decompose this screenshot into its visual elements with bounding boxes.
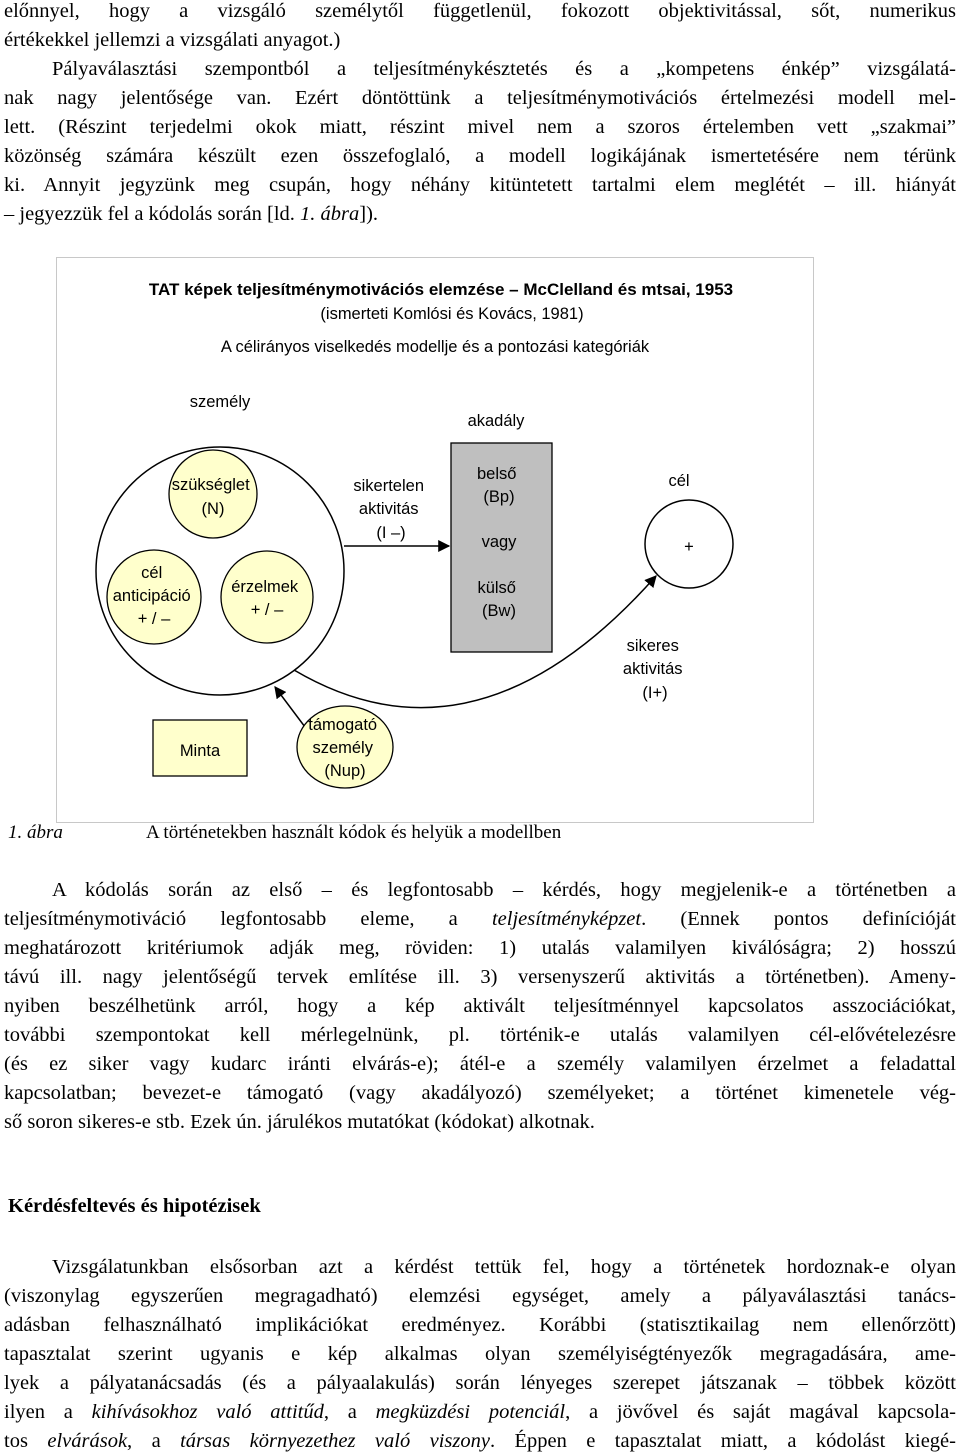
text-run: tos [4,1430,48,1452]
text-line: lyek a pályatanácsadás (és a pályaalakulás) során lényeges szerepet játszanak – többek között [4,1372,956,1394]
label-szukseglet: szükséglet (N) [171,476,250,518]
emotions-circle [221,551,313,643]
label-belso: belső (Bp) [476,465,517,506]
figure-subtitle: (ismerteti Komlósi és Kovács, 1981) [320,305,584,323]
text-line: távú ill. nagy jelentőségű tervek említése ill. 3) versenyszerű aktivitás a történetben). Ameny- [4,966,956,988]
label-szemely: személy [189,393,251,411]
text-run: , a [127,1430,181,1452]
text-line: lett. (Részint terjedelmi okok miatt, részint mivel nem a szoros értelemben vett „szakmai” [4,116,956,138]
figure-title: TAT képek teljesítménymotivációs elemzése – McClelland és mtsai, 1953 [148,280,734,299]
text-line: ki. Annyit jegyzünk meg csupán, hogy néhány kitüntetett tartalmi elem meglétét – ill. hiányát [4,174,956,196]
text-run: . Éppen e tapasztalat miatt, a kódolást kiegé- [489,1430,956,1452]
italic-term: elvárások [47,1430,128,1452]
text-line: A kódolás során az első – és legfontosabb – kérdés, hogy megjelenik-e a történetben a [52,879,956,901]
text-run: – jegyezzük fel a kódolás során [ld. [4,203,301,225]
text-line: kapcsolatban; bevezet-e támogató (vagy akadályozó) személyeket; a történet kimenetele vég- [4,1082,956,1104]
text-line: közönség számára készült ezen összefoglaló, a modell logikájának ismertetésére nem térünk [4,145,956,167]
text-line: tapasztalat szerint ugyanis e kép alkalmas olyan személyiségtényezők megragadására, ame- [4,1343,956,1365]
text-run: . (Ennek pontos definícióját [641,908,956,930]
label-vagy: vagy [481,533,517,551]
text-line [4,905,956,934]
label-minta: Minta [179,742,221,760]
figure-heading: A célirányos viselkedés modellje és a pontozási kategóriák [220,338,650,356]
text-line: (viszonylag egyszerűen megragadható) elemzési egységet, amely a pályaválasztási tanács- [4,1285,956,1307]
text-run: ]). [359,203,379,225]
caption-text: A történetekben használt kódok és helyük a modellben [146,822,562,843]
text-line: további szempontokat kell mérlegelnünk, pl. történik-e utalás valamilyen cél-elővételezésre [4,1024,956,1046]
text-line: nak nagy jelentősége van. Ezért döntöttünk a teljesítménymotivációs értelmezési modell mel- [4,87,956,109]
label-plus: + [684,538,694,556]
text-line: előnnyel, hogy a vizsgáló személytől függetlenül, fokozott objektivitással, sőt, numerikus [4,0,956,22]
italic-term: kihívásokhoz való attitűd [91,1401,324,1423]
text-line [4,200,956,229]
label-erzelmek: érzelmek + / – [231,578,299,619]
italic-term: társas környezethez való viszony [180,1430,490,1452]
italic-term: teljesítményképzet [491,908,642,930]
label-akadaly: akadály [467,412,525,430]
label-kulso: külső (Bw) [477,579,516,620]
figure-reference[interactable]: 1. ábra [300,203,360,225]
text-line: értékekkel jellemzi a vizsgálati anyagot.) [4,29,341,51]
figure-model-diagram [56,257,814,823]
text-line: Vizsgálatunkban elsősorban azt a kérdést tettük fel, hogy a történetek hordoznak-e olyan [52,1256,956,1278]
section-heading: Kérdésfeltevés és hipotézisek [8,1195,261,1217]
text-line [4,1398,956,1427]
text-line: meghatározott kritériumok adják meg, röviden: 1) utalás valamilyen kiválóságra; 2) hosszú [4,937,956,959]
label-sikeres: sikeres aktivitás (I+) [622,637,683,702]
text-run: , a jövővel és saját magával kapcsola- [565,1401,956,1423]
text-line: ső soron sikeres-e stb. Ezek ún. járulékos mutatókat (kódokat) alkotnak. [4,1111,595,1133]
diagram-svg [57,258,813,822]
figure-caption [8,822,562,844]
paragraph-intro [4,0,956,229]
caption-number: 1. ábra [8,822,63,843]
italic-term: megküzdési potenciál [375,1401,566,1423]
need-circle [169,450,257,538]
label-cel-anticipacio: cél anticipáció + / – [112,564,191,628]
paragraph-coding [4,876,956,1137]
label-cel: cél [668,472,690,490]
text-line: (és ez siker vagy kudarc iránti elvárás-e); átél-e a személy valamilyen érzelmet a feladattal [4,1053,956,1075]
text-line: nyiben beszélhetünk arról, hogy a kép aktivált teljesítménnyel kapcsolatos asszociációkat, [4,995,956,1017]
label-tamogato: támogató személy (Nup) [308,716,378,780]
text-run: , a [323,1401,376,1423]
text-run: teljesítménymotiváció legfontosabb eleme, a [4,908,492,930]
text-run: ilyen a [4,1401,92,1423]
text-line: Pályaválasztási szempontból a teljesítménykésztetés és a „kompetens énkép” vizsgálatá- [52,58,956,80]
text-line [4,1427,956,1456]
paragraph-hypotheses [4,1253,956,1456]
label-sikertelen: sikertelen aktivitás (I –) [353,477,425,542]
text-line: adásban felhasználható implikációkat eredményez. Korábbi (statisztikailag nem ellenőrzött) [4,1314,956,1336]
